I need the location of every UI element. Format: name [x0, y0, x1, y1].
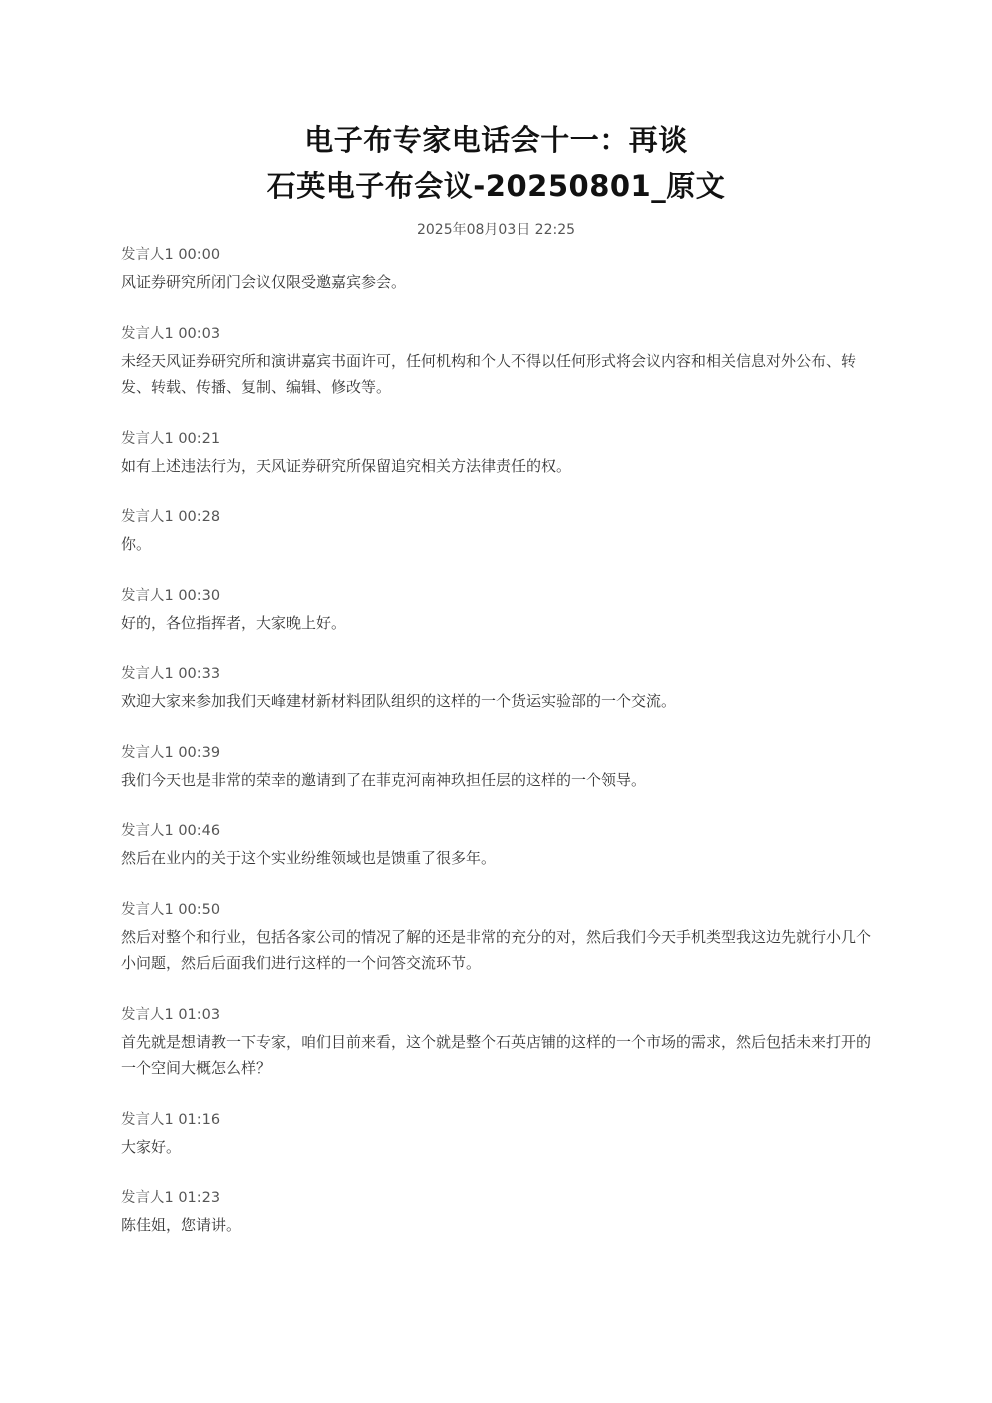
speech-text: 我们今天也是非常的荣幸的邀请到了在菲克河南神玖担任层的这样的一个领导。 [121, 770, 647, 789]
transcript-entry [121, 1109, 873, 1161]
speech-text: 好的，各位指挥者，大家晚上好。 [121, 613, 347, 632]
speaker-timestamp: 发言人1 00:03 [121, 325, 221, 342]
transcript-entry [121, 899, 873, 977]
speaker-timestamp: 发言人1 00:39 [121, 744, 221, 761]
transcript-entry [121, 663, 873, 715]
speaker-timestamp: 发言人1 00:21 [121, 430, 221, 447]
speaker-timestamp: 发言人1 01:23 [121, 1190, 221, 1206]
speaker-timestamp: 发言人1 00:30 [121, 587, 221, 604]
speech-text: 未经天风证券研究所和演讲嘉宾书面许可，任何机构和个人不得以任何形式将会议内容和相关信息对外公布、转发、转载、传播、复制、编辑、修改等。 [121, 351, 857, 396]
transcript-entry [121, 1004, 873, 1082]
transcript-entry [121, 1187, 873, 1239]
speech-text: 陈佳姐，您请讲。 [121, 1216, 242, 1234]
transcript-entry [121, 820, 873, 872]
document-date: 2025年08月03日 22:25 [416, 222, 576, 238]
speaker-timestamp: 发言人1 00:46 [121, 823, 221, 839]
transcript-entry [121, 506, 873, 558]
speech-text: 欢迎大家来参加我们天峰建材新材料团队组织的这样的一个货运实验部的一个交流。 [121, 692, 677, 710]
speaker-timestamp: 发言人1 00:28 [121, 509, 221, 525]
speaker-timestamp: 发言人1 00:33 [121, 666, 221, 682]
speech-text: 风证券研究所闭门会议仅限受邀嘉宾参会。 [121, 273, 407, 291]
transcript-entry [121, 244, 873, 296]
speech-text: 大家好。 [121, 1137, 182, 1156]
transcript-entry [121, 585, 873, 637]
speaker-timestamp: 发言人1 01:03 [121, 1006, 221, 1023]
speaker-timestamp: 发言人1 00:50 [121, 901, 221, 918]
speaker-timestamp: 发言人1 01:16 [121, 1111, 221, 1128]
speaker-timestamp: 发言人1 00:00 [121, 247, 221, 263]
speech-text: 然后在业内的关于这个实业纷维领域也是馈重了很多年。 [121, 849, 497, 867]
transcript-entry [121, 323, 873, 401]
speech-text: 你。 [121, 535, 152, 553]
speech-text: 首先就是想请教一下专家，咱们目前来看，这个就是整个石英店铺的这样的一个市场的需求，然后包括未来打开的一个空间大概怎么样？ [121, 1032, 872, 1077]
transcript-entry [121, 428, 873, 480]
speech-text: 然后对整个和行业，包括各家公司的情况了解的还是非常的充分的对，然后我们今天手机类型我这边先就行小几个小问题，然后后面我们进行这样的一个问答交流环节。 [121, 927, 872, 972]
speech-text: 如有上述违法行为，天风证券研究所保留追究相关方法律责任的权。 [121, 456, 572, 475]
document-title-line-1: 电子布专家电话会十一：再谈 [304, 123, 688, 157]
transcript-entry [121, 742, 873, 794]
transcript [121, 244, 873, 1266]
document-title-line-2: 石英电子布会议-20250801_原文 [266, 169, 726, 203]
